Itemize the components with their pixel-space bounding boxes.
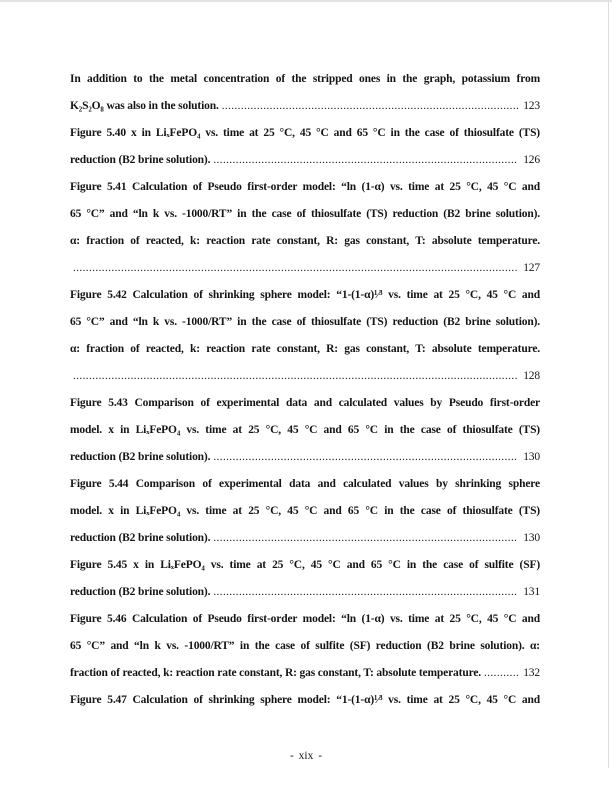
toc-line-text: Figure 5.42 Calculation of shrinking sphere model: “1-(1-α)¹⁄³ vs. time at 25 °C, 45 °C and: [70, 289, 540, 301]
page-number: 123: [523, 100, 540, 112]
toc-entry-line: [70, 93, 540, 120]
dot-leader: [73, 255, 518, 282]
toc-line-text: fraction of reacted, k: reaction rate constant, R: gas constant, T: absolute temperature.: [70, 667, 482, 679]
toc-text-line: [70, 228, 540, 255]
page-number-footer: - xix -: [289, 750, 323, 762]
page-number: 127: [523, 262, 540, 274]
toc-line-text: K₂S₂O₈ was also in the solution.: [70, 100, 219, 112]
toc-text-line: [70, 687, 540, 714]
toc-entry-line: [70, 147, 540, 174]
dot-leader: [213, 444, 518, 471]
page-number: 130: [523, 532, 540, 544]
toc-line-text: Figure 5.46 Calculation of Pseudo first-order model: “ln (1-α) vs. time at 25 °C, 45 °C and: [70, 613, 540, 625]
toc-line-text: Figure 5.44 Comparison of experimental data and calculated values by shrinking sphere: [70, 478, 540, 490]
toc-line-text: 65 °C” and “ln k vs. -1000/RT” in the case of thiosulfate (TS) reduction (B2 brine solution).: [70, 208, 540, 220]
toc-line-text: Figure 5.47 Calculation of shrinking sphere model: “1-(1-α)¹⁄³ vs. time at 25 °C, 45 °C and: [70, 694, 540, 706]
toc-text-line: [70, 606, 540, 633]
dot-leader: [73, 363, 518, 390]
toc-text-line: [70, 471, 540, 498]
toc-text-line: [70, 201, 540, 228]
page-number: 131: [523, 586, 540, 598]
toc-text-line: [70, 120, 540, 147]
toc-line-text: model. x in LiₓFePO₄ vs. time at 25 °C, 45 °C and 65 °C in the case of thiosulfate (TS): [70, 424, 540, 436]
toc-text-line: [70, 498, 540, 525]
toc-entry-line: [70, 660, 540, 687]
toc-text-line: [70, 174, 540, 201]
toc-line-text: 65 °C” and “ln k vs. -1000/RT” in the case of sulfite (SF) reduction (B2 brine solution). α:: [70, 640, 540, 652]
toc-text-line: [70, 417, 540, 444]
page-right-edge: [608, 2, 609, 768]
page-top-edge: [0, 0, 612, 2]
toc-line-text: α: fraction of reacted, k: reaction rate constant, R: gas constant, T: absolute temperature.: [70, 235, 540, 247]
toc-line-text: reduction (B2 brine solution).: [70, 451, 211, 463]
toc-text-line: [70, 336, 540, 363]
dot-leader: [213, 579, 518, 606]
toc-line-text: Figure 5.45 x in LiₓFePO₄ vs. time at 25 °C, 45 °C and 65 °C in the case of sulfite (SF): [70, 559, 540, 571]
toc-line-text: Figure 5.41 Calculation of Pseudo first-order model: “ln (1-α) vs. time at 25 °C, 45 °C and: [70, 181, 540, 193]
page-number: 126: [523, 154, 540, 166]
dot-leader: [222, 93, 519, 120]
toc-text-line: [70, 390, 540, 417]
toc-line-text: model. x in LiₓFePO₄ vs. time at 25 °C, 45 °C and 65 °C in the case of thiosulfate (TS): [70, 505, 540, 517]
toc-line-text: reduction (B2 brine solution).: [70, 532, 211, 544]
dot-leader: [213, 147, 518, 174]
toc-entry-line: [70, 444, 540, 471]
toc-text-line: [70, 552, 540, 579]
toc-text-line: [70, 66, 540, 93]
dot-leader: [213, 525, 518, 552]
toc-entry-line: [70, 363, 540, 390]
page-number: 132: [523, 667, 540, 679]
page-number: 128: [523, 370, 540, 382]
list-of-figures: [70, 66, 540, 714]
toc-entry-line: [70, 255, 540, 282]
dot-leader: [484, 660, 518, 687]
toc-text-line: [70, 309, 540, 336]
toc-line-text: α: fraction of reacted, k: reaction rate constant, R: gas constant, T: absolute temperature.: [70, 343, 540, 355]
page-number: 130: [523, 451, 540, 463]
toc-line-text: reduction (B2 brine solution).: [70, 154, 211, 166]
toc-text-line: [70, 633, 540, 660]
toc-entry-line: [70, 579, 540, 606]
toc-line-text: Figure 5.40 x in LiₓFePO₄ vs. time at 25 °C, 45 °C and 65 °C in the case of thiosulfate (TS): [70, 127, 540, 139]
toc-line-text: In addition to the metal concentration of the stripped ones in the graph, potassium from: [70, 73, 540, 85]
toc-line-text: reduction (B2 brine solution).: [70, 586, 211, 598]
toc-entry-line: [70, 525, 540, 552]
toc-text-line: [70, 282, 540, 309]
toc-line-text: 65 °C” and “ln k vs. -1000/RT” in the case of thiosulfate (TS) reduction (B2 brine solution).: [70, 316, 540, 328]
toc-line-text: Figure 5.43 Comparison of experimental data and calculated values by Pseudo first-order: [70, 397, 540, 409]
